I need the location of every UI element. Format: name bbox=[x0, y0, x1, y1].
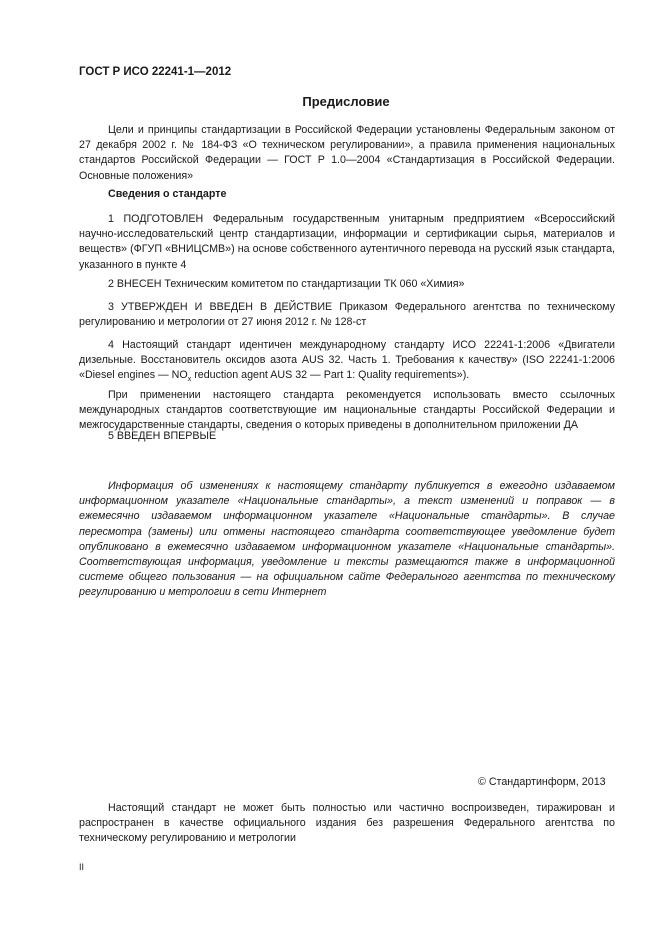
item-4-note: При применении настоящего стандарта рекомендуется использовать вместо ссылочных международных стандартов соответствующие им национальные стандарты Российской Федерации и межгосударственные стандарты, сведения о которых приведены в дополнительном приложении ДА bbox=[79, 388, 615, 432]
item-5-text: 5 ВВЕДЕН ВПЕРВЫЕ bbox=[108, 430, 217, 442]
item-3-text: 3 УТВЕРЖДЕН И ВВЕДЕН В ДЕЙСТВИЕ Приказом Федерального агентства по техническому регулированию и метрологии от 27 июня 2012 г. № 128-ст bbox=[79, 301, 615, 329]
item-5 bbox=[79, 429, 615, 444]
info-paragraph: Информация об изменениях к настоящему стандарту публикуется в ежегодно издаваемом информационном указателе «Национальные стандарты», а текст изменений и поправок — в ежемесячно издаваемом информационном указателе «Национальные стандарты». В случае пересмотра (замены) или отмены настоящего стандарта соответствующее уведомление будет опубликовано в ежемесячно издаваемом информационном указателе «Национальные стандарты». Соответствующая информация, уведомление и тексты размещаются также в информационной системе общего пользования — на официальном сайте Федерального агентства по техническому регулированию и метрологии в сети Интернет bbox=[79, 480, 615, 599]
item-3 bbox=[79, 300, 615, 330]
item-4-subscript: x bbox=[187, 376, 192, 384]
item-1-text: 1 ПОДГОТОВЛЕН Федеральным государственным унитарным предприятием «Всероссийский научно-исследовательский центр стандартизации, информации и сертификации сырья, материалов и веществ» (ФГУП «ВНИЦСМВ») на основе собственного аутентичного перевода на русский язык стандарта, указанного в пункте 4 bbox=[79, 213, 615, 271]
intro-paragraph: Цели и принципы стандартизации в Российской Федерации установлены Федеральным законом от 27 декабря 2002 г. № 184-ФЗ «О техническом регулировании», а правила применения национальных стандартов Российской Федерации — ГОСТ Р 1.0—2004 «Стандартизация в Российской Федерации. Основные положения» bbox=[79, 124, 615, 182]
section-title: Сведения о стандарте bbox=[108, 188, 227, 200]
item-2-text: 2 ВНЕСЕН Техническим комитетом по стандартизации ТК 060 «Химия» bbox=[108, 278, 465, 290]
item-4-text bbox=[79, 338, 615, 388]
item-4 bbox=[79, 338, 615, 433]
item-4-before: 4 Настоящий стандарт идентичен международному стандарту ИСО 22241-1:2006 «Двигатели дизельные. Восстановитель оксидов азота AUS 32. Часть 1. Требования к качеству» (ISO 22241-1:2006 «Diesel engines — NO bbox=[79, 339, 615, 382]
page-title: Предисловие bbox=[302, 94, 390, 109]
document-header: ГОСТ Р ИСО 22241-1—2012 bbox=[79, 66, 232, 78]
footer-block bbox=[79, 801, 615, 847]
item-2 bbox=[79, 277, 615, 292]
copyright: © Стандартинформ, 2013 bbox=[478, 776, 606, 788]
info-block bbox=[79, 479, 615, 601]
page-number: II bbox=[79, 862, 85, 872]
footer-paragraph: Настоящий стандарт не может быть полностью или частично воспроизведен, тиражирован и распространен в качестве официального издания без разрешения Федерального агентства по техническому регулированию и метрологии bbox=[79, 802, 615, 845]
item-1 bbox=[79, 212, 615, 273]
item-4-after: reduction agent AUS 32 — Part 1: Quality requirements»). bbox=[191, 369, 470, 382]
intro-block bbox=[79, 123, 615, 184]
